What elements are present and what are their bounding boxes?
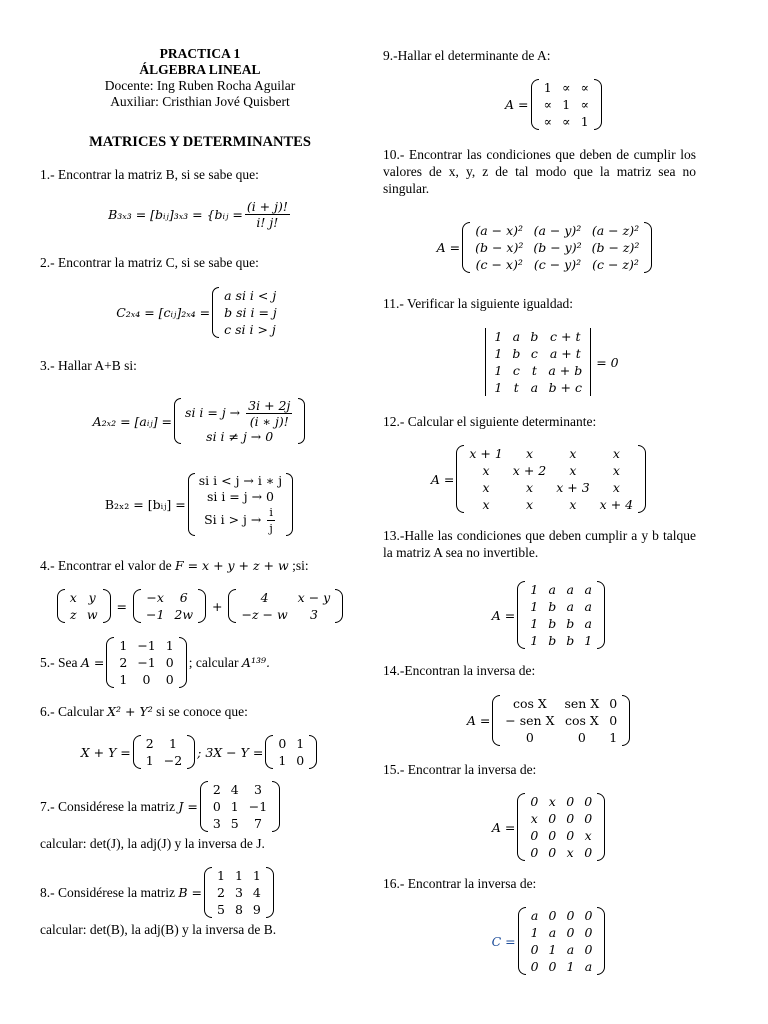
matrix-cell: 1 — [530, 616, 539, 631]
problem-13-text: 13.-Halle las condiciones que deben cumplir a y b talque la matriz A sea no invertible. — [383, 528, 696, 560]
matrix-cell: ∝ — [562, 79, 571, 95]
math-text: A = — [80, 654, 105, 670]
matrix-cell: 1 — [494, 346, 503, 361]
matrix-cell: 1 — [543, 79, 552, 95]
case-line: Si i > j → — [204, 511, 262, 527]
matrix-cell: x — [530, 811, 538, 826]
problem-7 — [40, 778, 282, 834]
matrix-cell: 1 — [494, 380, 503, 395]
math-text: A = — [466, 712, 491, 728]
matrix-cell: 0 — [525, 729, 534, 745]
matrix-cell: 5 — [230, 815, 239, 831]
matrix-cell: x + 1 — [469, 446, 503, 461]
matrix-cell: 1 — [530, 582, 539, 597]
case-line: si i < j → i ∗ j — [198, 472, 283, 488]
matrix-cell: (b − x)² — [475, 239, 524, 255]
matrix-cell: x — [569, 497, 577, 512]
matrix-cell: 2 — [145, 736, 154, 751]
matrix-cell: 1 — [566, 959, 575, 974]
matrix-cell: ∝ — [543, 96, 552, 112]
matrix-cell: 0 — [566, 794, 575, 809]
matrix-cell: a — [548, 925, 557, 940]
matrix-cell: 0 — [548, 908, 557, 923]
matrix-cell: 0 — [609, 695, 618, 711]
matrix-cell: 1 — [584, 633, 593, 648]
equation-1 — [40, 198, 360, 230]
math-text: A = — [491, 819, 516, 835]
matrix-cell: (c − x)² — [475, 256, 523, 272]
case-line: si i = j → — [185, 405, 241, 420]
matrix-cell: x — [569, 446, 577, 461]
matrix-cell: 0 — [530, 794, 539, 809]
matrix-cell: 0 — [566, 811, 575, 826]
matrix-cell: cos X — [564, 712, 599, 728]
matrix-cell: 0 — [566, 828, 575, 843]
matrix-cell: a — [566, 942, 575, 957]
math-text: X + Y = — [80, 744, 131, 760]
matrix-cell: x + 3 — [556, 480, 590, 495]
matrix-cell: 1 — [580, 113, 589, 129]
matrix-cell: 0 — [548, 959, 557, 974]
teacher-line: Docente: Ing Ruben Rocha Aguilar — [104, 78, 296, 93]
matrix-cell: 0 — [296, 753, 305, 768]
matrix-cell: 0 — [142, 671, 151, 687]
matrix-cell: 1 — [562, 96, 571, 112]
matrix-cell: 1 — [548, 942, 557, 957]
matrix-cell: a + t — [549, 346, 581, 361]
problem-8-task: calcular: det(B), la adj(B) y la inversa de B. — [40, 922, 277, 937]
matrix-cell: 1 — [230, 798, 239, 814]
equation-6 — [40, 732, 360, 772]
c-label: C = — [491, 933, 516, 949]
matrix-cell: b + c — [548, 380, 582, 395]
matrix-cell: 1 — [145, 753, 154, 768]
header — [40, 46, 360, 110]
matrix-cell: b — [548, 599, 557, 614]
problem-9-text: 9.-Hallar el determinante de A: — [383, 48, 551, 63]
equation-2 — [40, 284, 360, 340]
equation-15 — [383, 790, 696, 864]
matrix-cell: c — [512, 363, 520, 378]
matrix-cell: (a − x)² — [475, 222, 524, 238]
matrix-cell: 5 — [216, 901, 225, 917]
problem-10-text: 10.- Encontrar las condiciones que deben de cumplir los valores de x, y, z de tal modo que la matriz sea no singular. — [383, 147, 696, 196]
problem-8 — [40, 864, 276, 920]
matrix-cell: a — [530, 908, 539, 923]
matrix-cell: −1 — [145, 607, 165, 622]
matrix-cell: 1 — [530, 925, 539, 940]
matrix-cell: x + 2 — [512, 463, 547, 478]
matrix-cell: 1 — [278, 753, 287, 768]
matrix-cell: 1 — [530, 599, 539, 614]
matrix-cell: 3 — [234, 884, 243, 900]
math-text: A = — [430, 471, 455, 487]
matrix-cell: a — [512, 329, 521, 344]
matrix-cell: x — [612, 463, 620, 478]
matrix-cell: 1 — [216, 867, 225, 883]
matrix-cell: −x — [146, 590, 164, 605]
matrix-cell: 0 — [584, 908, 593, 923]
matrix-cell: x — [566, 845, 574, 860]
matrix-cell: x — [569, 463, 577, 478]
matrix-cell: w — [86, 607, 98, 622]
matrix-cell: 0 — [609, 712, 618, 728]
matrix-cell: 8 — [234, 901, 243, 917]
matrix-cell: 0 — [548, 845, 557, 860]
matrix-cell: y — [88, 590, 96, 605]
problem-6-text — [40, 703, 248, 720]
case-line: b si i = j — [224, 304, 277, 320]
math-text: ; calcular — [188, 654, 239, 670]
matrix-cell: 1 — [119, 671, 128, 687]
matrix-cell: 3 — [212, 815, 221, 831]
matrix-cell: −1 — [248, 798, 268, 814]
matrix-cell: 1 — [119, 637, 128, 653]
matrix-cell: 1 — [296, 736, 305, 751]
matrix-cell: 2 — [212, 781, 221, 797]
matrix-cell: b — [530, 329, 539, 344]
equation-1-num: (i + j)! — [246, 198, 288, 214]
equation-3b-lhs: B₂ₓ₂ = [bᵢⱼ] = — [104, 496, 186, 512]
matrix-cell: ∝ — [543, 113, 552, 129]
matrix-cell: 1 — [530, 633, 539, 648]
math-text: A¹³⁹. — [241, 654, 270, 670]
fraction-num: 3i + 2j — [248, 398, 291, 413]
matrix-cell: 1 — [165, 637, 174, 653]
fraction-den: (i ∗ j)! — [249, 414, 289, 429]
matrix-cell: 0 — [584, 942, 593, 957]
equation-1-den: i! j! — [256, 214, 279, 230]
matrix-cell: x — [612, 446, 620, 461]
matrix-cell: b — [548, 633, 557, 648]
math-text: ; 3X − Y = — [197, 744, 264, 760]
matrix-cell: 0 — [165, 671, 174, 687]
matrix-cell: b — [548, 616, 557, 631]
math-text: ;si: — [292, 558, 309, 573]
subject-title: ÁLGEBRA LINEAL — [139, 62, 261, 77]
assistant-line: Auxiliar: Cristhian Jové Quisbert — [110, 94, 290, 109]
matrix-cell: 0 — [566, 908, 575, 923]
case-line: si i = j → 0 — [206, 488, 274, 504]
matrix-cell: b — [566, 633, 575, 648]
math-text: 6.- Calcular — [40, 704, 104, 719]
problem-1-text: 1.- Encontrar la matriz B, si se sabe que: — [40, 167, 259, 182]
matrix-cell: ∝ — [562, 113, 571, 129]
matrix-cell: 1 — [494, 363, 503, 378]
matrix-cell: t — [513, 380, 519, 395]
math-text: A = — [491, 607, 516, 623]
matrix-cell: 6 — [179, 590, 188, 605]
matrix-cell: 0 — [566, 925, 575, 940]
math-text: 7.- Considérese la matriz — [40, 798, 175, 814]
matrix-cell: (a − z)² — [591, 222, 640, 238]
matrix-cell: − sen X — [505, 712, 555, 728]
matrix-cell: c + t — [550, 329, 581, 344]
matrix-cell: x + 4 — [599, 497, 634, 512]
equation-1-lhs: B₃ₓ₃ = [bᵢⱼ]₃ₓ₃ = {bᵢⱼ = — [108, 206, 243, 222]
matrix-cell: c — [530, 346, 538, 361]
matrix-cell: −z − w — [241, 607, 288, 622]
section-title: MATRICES Y DETERMINANTES — [89, 134, 311, 150]
matrix-cell: a — [548, 582, 556, 597]
problem-5 — [40, 634, 270, 690]
equation-9 — [383, 76, 696, 132]
matrix-cell: t — [531, 363, 537, 378]
matrix-cell: sen X — [564, 695, 600, 711]
matrix-cell: 0 — [584, 925, 593, 940]
matrix-cell: 0 — [530, 828, 539, 843]
problem-3-text: 3.- Hallar A+B si: — [40, 358, 137, 373]
matrix-cell: 3 — [309, 607, 318, 622]
problem-11-text: 11.- Verificar la siguiente igualdad: — [383, 296, 574, 311]
math-text: A = — [505, 96, 529, 112]
matrix-cell: x — [482, 497, 490, 512]
matrix-cell: x — [482, 480, 490, 495]
math-text: 8.- Considérese la matriz — [40, 884, 175, 900]
matrix-cell: x — [525, 497, 534, 512]
fraction-num: i — [269, 505, 273, 519]
problem-2-text: 2.- Encontrar la matriz C, si se sabe que: — [40, 255, 259, 270]
matrix-cell: 1 — [234, 867, 243, 883]
matrix-cell: 4 — [230, 781, 239, 797]
problem-15-text: 15.- Encontrar la inversa de: — [383, 762, 537, 777]
case-line: c si i > j — [224, 321, 276, 337]
matrix-cell: 0 — [548, 828, 557, 843]
matrix-cell: x — [69, 590, 77, 605]
matrix-cell: cos X — [512, 695, 547, 711]
matrix-cell: (b − z)² — [591, 239, 640, 255]
matrix-cell: x — [548, 794, 556, 809]
matrix-cell: 2 — [216, 884, 225, 900]
matrix-cell: ∝ — [580, 79, 589, 95]
matrix-cell: x — [525, 446, 534, 461]
matrix-cell: 0 — [530, 959, 539, 974]
math-text: si se conoce que: — [156, 704, 248, 719]
matrix-cell: (a − y)² — [533, 222, 582, 238]
problem-12-text: 12.- Calcular el siguiente determinante: — [383, 414, 597, 429]
matrix-cell: 4 — [252, 884, 261, 900]
matrix-cell: 0 — [584, 811, 593, 826]
equation-3a — [40, 388, 360, 454]
f-expression: F = x + y + z + w — [174, 558, 289, 573]
math-text: 5.- Sea — [40, 654, 78, 670]
equation-2-lhs: C₂ₓ₄ = [cᵢⱼ]₂ₓ₄ = — [116, 304, 211, 320]
matrix-cell: a — [584, 599, 592, 614]
matrix-cell: 0 — [278, 736, 287, 751]
matrix-cell: 2 — [119, 654, 128, 670]
equation-13 — [383, 578, 696, 652]
matrix-cell: a — [566, 599, 574, 614]
case-line: a si i < j — [224, 287, 277, 303]
matrix-cell: x — [584, 828, 592, 843]
matrix-cell: 0 — [584, 845, 593, 860]
matrix-cell: b — [512, 346, 521, 361]
matrix-cell: a — [584, 616, 592, 631]
matrix-cell: ∝ — [580, 96, 589, 112]
matrix-cell: (c − y)² — [533, 256, 582, 272]
matrix-cell: a — [566, 582, 574, 597]
equation-14 — [383, 692, 696, 748]
matrix-cell: 1 — [494, 329, 503, 344]
matrix-cell: x − y — [297, 590, 331, 605]
matrix-cell: a — [584, 959, 593, 974]
equation-12 — [383, 442, 696, 516]
fraction-den: j — [269, 521, 273, 535]
case-line: si i ≠ j → 0 — [206, 429, 274, 444]
matrix-cell: (c − z)² — [592, 256, 639, 272]
matrix-cell: 2w — [174, 607, 194, 622]
equation-3b — [40, 466, 360, 542]
matrix-cell: 0 — [212, 798, 221, 814]
problem-16-text: 16.- Encontrar la inversa de: — [383, 876, 537, 891]
matrix-cell: (b − y)² — [533, 239, 582, 255]
matrix-cell: 0 — [165, 654, 174, 670]
matrix-cell: 0 — [530, 942, 539, 957]
equation-3a-lhs: A₂ₓ₂ = [aᵢⱼ] = — [92, 413, 173, 429]
practice-title: PRACTICA 1 — [159, 46, 241, 61]
matrix-cell: −1 — [137, 637, 156, 653]
problem-7-task: calcular: det(J), la adj(J) y la inversa de J. — [40, 836, 265, 851]
math-text: J = — [178, 798, 198, 814]
matrix-cell: b — [566, 616, 575, 631]
matrix-cell: a — [530, 380, 539, 395]
matrix-cell: 1 — [252, 867, 261, 883]
matrix-cell: 1 — [609, 729, 618, 745]
matrix-cell: 0 — [584, 794, 593, 809]
problem-14-text: 14.-Encontran la inversa de: — [383, 663, 536, 678]
matrix-cell: 0 — [548, 811, 557, 826]
math-text: B = — [178, 884, 202, 900]
matrix-cell: z — [70, 607, 77, 622]
matrix-cell: 4 — [260, 590, 269, 605]
matrix-cell: 0 — [530, 845, 539, 860]
math-text: 4.- Encontrar el valor de — [40, 558, 172, 573]
math-text: = 0 — [596, 354, 619, 370]
matrix-cell: −2 — [163, 753, 183, 768]
matrix-cell: a — [584, 582, 592, 597]
matrix-cell: −1 — [137, 654, 156, 670]
matrix-cell: 7 — [253, 815, 262, 831]
math-text: A = — [436, 239, 461, 255]
x2-y2-expression: X² + Y² — [107, 704, 153, 719]
matrix-cell: x — [482, 463, 490, 478]
equation-4: x y z w = −x 6 −1 2w + 4 x − y −z − w 3 — [40, 586, 360, 626]
matrix-cell: 1 — [168, 736, 177, 751]
problem-4-text — [40, 557, 309, 574]
matrix-cell: a + b — [548, 363, 583, 378]
matrix-cell: 0 — [577, 729, 586, 745]
equation-16 — [383, 904, 696, 978]
matrix-cell: 3 — [253, 781, 262, 797]
matrix-cell: x — [525, 480, 534, 495]
equation-10 — [383, 216, 696, 278]
equation-11 — [383, 326, 696, 398]
matrix-cell: x — [612, 480, 620, 495]
matrix-cell: 9 — [252, 901, 261, 917]
